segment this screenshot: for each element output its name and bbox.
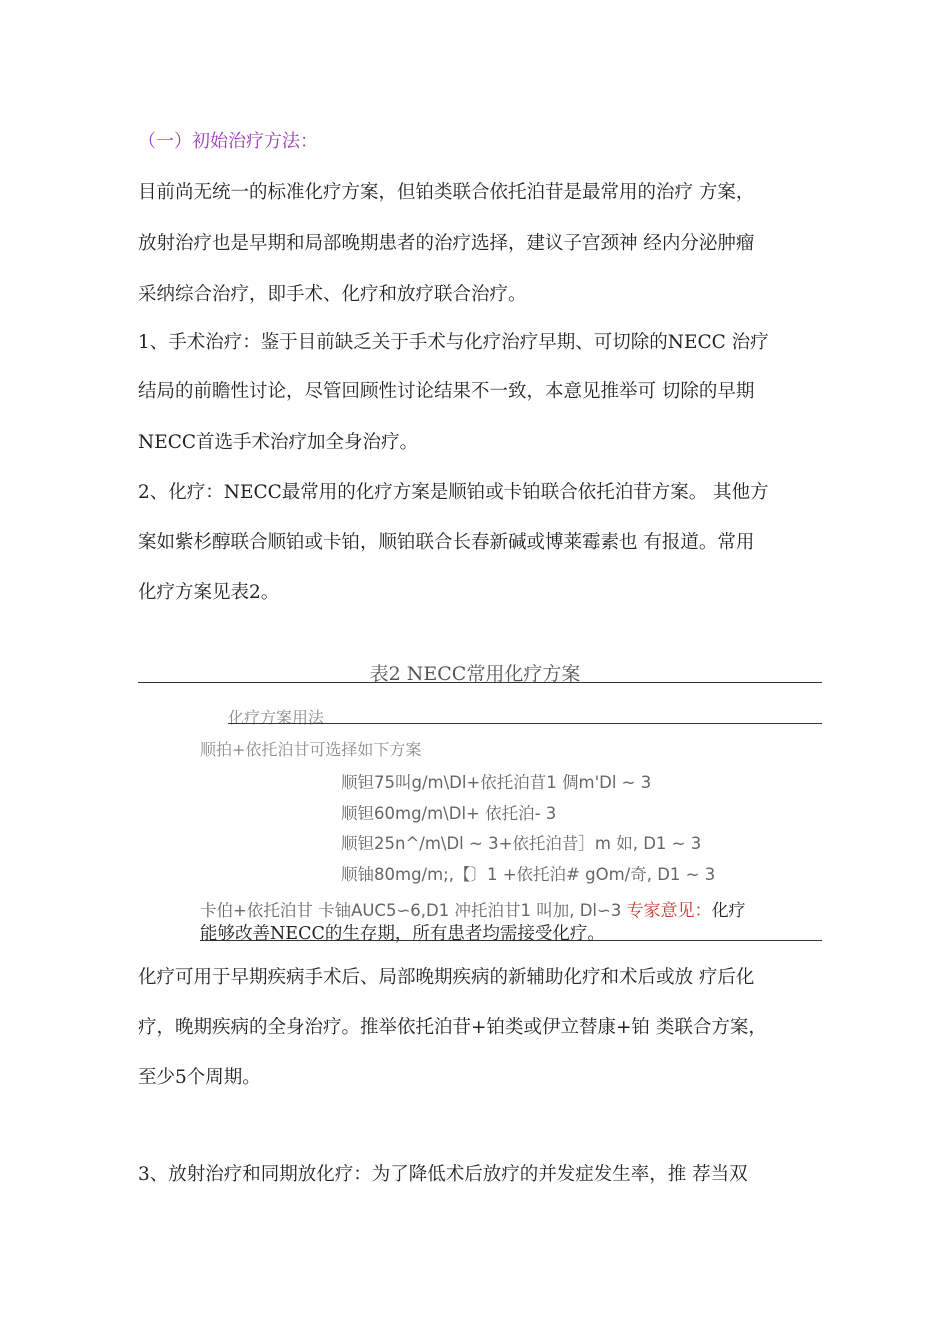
table-option: 顺钽60mg/m\Dl+ 依托泊- 3 [341, 804, 557, 823]
paragraph-line: 疗，晚期疾病的全身治疗。推举依托泊苷+铂类或伊立替康+铂 类联合方案， [138, 1017, 767, 1038]
paragraph-line: 目前尚无统一的标准化疗方案，但铂类联合依托泊苷是最常用的治疗 方案， [138, 182, 755, 203]
table-group-label: 顺拍+依托泊甘可选择如下方案 [200, 740, 422, 759]
table-option: 顺钽25n^/m\Dl ~ 3+依托泊昔］m 如, D1 ~ 3 [341, 834, 702, 853]
table-option: 顺铀80mg/m;,【〕1 +依托泊# gOm/奇, D1 ~ 3 [341, 865, 716, 884]
expert-opinion-continued: 能够改善NECC的生存期，所有患者均需接受化疗。 [200, 924, 605, 944]
paragraph-line: NECC首选手术治疗加全身治疗。 [138, 432, 419, 453]
paragraph-line: 案如紫杉醇联合顺铂或卡铂，顺铂联合长春新碱或博莱霉素也 有报道。常用 [138, 532, 755, 553]
table-group2-text: 卡伯+依托泊甘 卡铀AUC5∽6,D1 冲托泊甘1 叫加, Dl∽3 [200, 901, 627, 920]
table-header-rule [228, 723, 822, 724]
paragraph-line: 2、化疗：NECC最常用的化疗方案是顺铂或卡铂联合依托泊苷方案。 其他方 [138, 482, 769, 503]
table-option: 顺钽75叫g/m\Dl+依托泊苜1 倜m'Dl ~ 3 [341, 773, 652, 792]
table-title: 表2 NECC常用化疗方案 [369, 663, 581, 685]
table-header: 化疗方案用法 [228, 708, 325, 727]
paragraph-line: 放射治疗也是早期和局部晚期患者的治疗选择，建议子宫颈神 经内分泌肿瘤 [138, 233, 755, 254]
table-top-rule [138, 682, 822, 683]
expert-opinion-label: 专家意见： [626, 901, 712, 921]
table-bottom-rule [200, 940, 822, 941]
paragraph-line: 采纳综合治疗，即手术、化疗和放疗联合治疗。 [138, 284, 527, 305]
table-group2-line [200, 896, 746, 921]
paragraph-line: 化疗可用于早期疾病手术后、局部晚期疾病的新辅助化疗和术后或放 疗后化 [138, 967, 755, 988]
paragraph-line: 1、手术治疗：鉴于目前缺乏关于手术与化疗治疗早期、可切除的NECC 治疗 [138, 332, 769, 353]
section-heading: （一）初始治疗方法： [138, 131, 318, 152]
paragraph-line: 至少5个周期。 [138, 1067, 261, 1088]
paragraph-line: 3、放射治疗和同期放化疗：为了降低术后放疗的并发症发生率，推 荐当双 [138, 1164, 748, 1185]
paragraph-line: 结局的前瞻性讨论，尽管回顾性讨论结果不一致，本意见推举可 切除的早期 [138, 381, 755, 402]
expert-opinion-text: 化疗 [711, 901, 746, 921]
paragraph-line: 化疗方案见表2。 [138, 582, 280, 603]
